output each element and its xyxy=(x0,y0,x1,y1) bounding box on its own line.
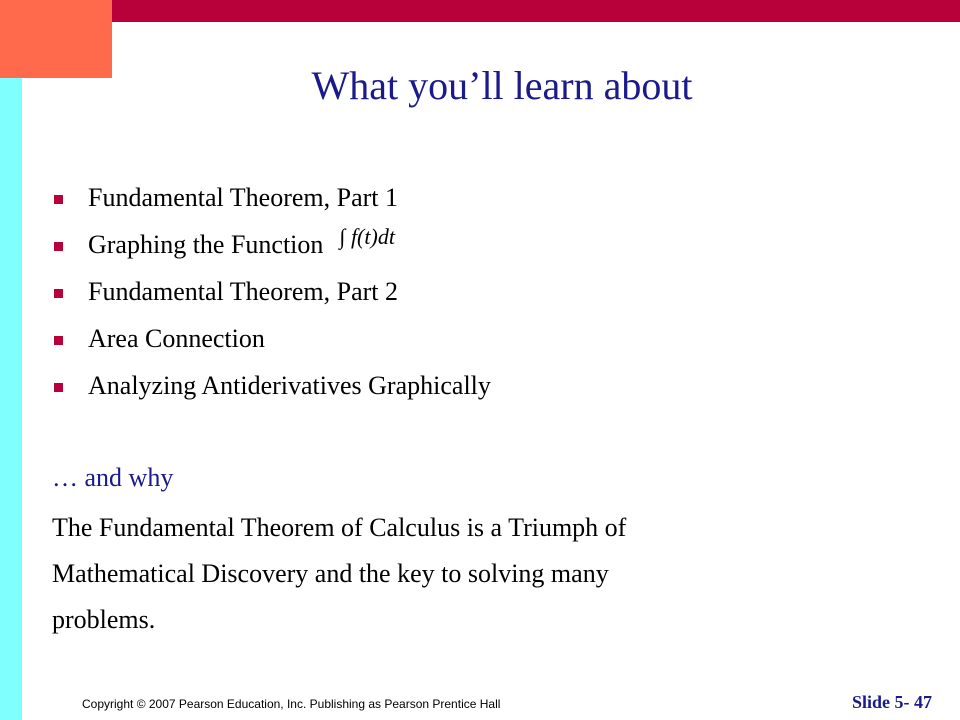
bullet-text: Graphing the Function xyxy=(88,230,324,259)
bullet-text: Analyzing Antiderivatives Graphically xyxy=(88,371,491,400)
slide-number: Slide 5- 47 xyxy=(851,692,932,712)
bullet-square-icon xyxy=(54,336,63,345)
copyright-footer: Copyright © 2007 Pearson Education, Inc. Publishing as Pearson Prentice Hall xyxy=(82,697,501,711)
top-accent-bar xyxy=(0,0,960,22)
integral-formula: ∫ f(t)dt xyxy=(339,224,395,249)
bullet-item xyxy=(52,178,491,225)
why-paragraph xyxy=(52,505,812,643)
bullet-item xyxy=(52,225,491,272)
bullet-text: Fundamental Theorem, Part 1 xyxy=(88,183,399,212)
why-line: The Fundamental Theorem of Calculus is a Triumph of xyxy=(52,513,627,542)
why-line: problems. xyxy=(52,605,156,634)
why-line: Mathematical Discovery and the key to solving many xyxy=(52,559,609,588)
bullet-text: Fundamental Theorem, Part 2 xyxy=(88,277,399,306)
bullet-square-icon xyxy=(54,195,63,204)
bullet-item xyxy=(52,272,491,319)
slide-title: What you’ll learn about xyxy=(311,63,693,108)
bullet-item xyxy=(52,366,491,413)
bullet-list xyxy=(52,178,491,413)
bullet-square-icon xyxy=(54,242,63,251)
bullet-item xyxy=(52,319,491,366)
bullet-square-icon xyxy=(54,289,63,298)
bullet-text: Area Connection xyxy=(88,324,265,353)
why-heading: … and why xyxy=(52,463,174,492)
bullet-square-icon xyxy=(54,383,63,392)
